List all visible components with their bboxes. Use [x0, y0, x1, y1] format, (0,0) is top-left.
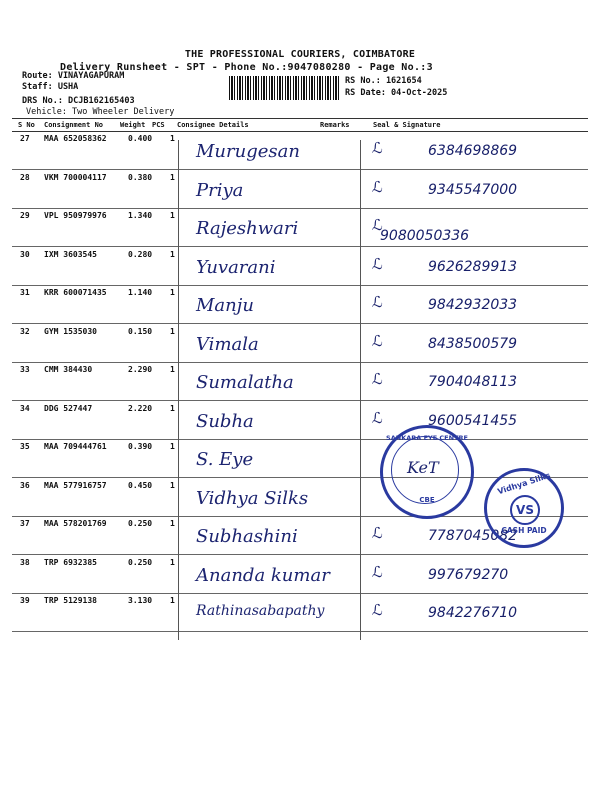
- consignee-handwritten-name: Manju: [196, 295, 254, 316]
- table-row: [0, 170, 600, 208]
- col-header-sno: S No: [18, 121, 35, 129]
- signature-phone-number: 8438500579: [428, 335, 518, 352]
- consignee-handwritten-name: Vimala: [196, 333, 259, 355]
- row-pcs: 1: [170, 249, 175, 259]
- route-label: Route: VINAYAGAPURAM: [22, 71, 125, 81]
- row-consignment-no: KRR 600071435: [44, 288, 107, 297]
- signature-scribble: ℒ: [372, 254, 383, 273]
- table-row: [0, 555, 600, 593]
- row-consignment-no: MAA 652058362: [44, 134, 107, 143]
- row-consignment-no: GYM 1535030: [44, 326, 97, 336]
- row-sno: 27: [20, 134, 30, 143]
- row-sno: 31: [20, 288, 30, 297]
- consignee-handwritten-name: Sumalatha: [196, 372, 294, 393]
- row-weight: 0.380: [128, 172, 153, 182]
- consignee-handwritten-name: Rajeshwari: [196, 218, 299, 239]
- signature-phone-number: 997679270: [428, 566, 509, 583]
- vidhya-silks-stamp: Vidhya Silks VS CASH PAID: [484, 468, 564, 548]
- signature-scribble: ℒ: [372, 139, 383, 157]
- drs-number: DRS No.: DCJB162165403: [22, 96, 135, 106]
- row-pcs: 1: [170, 403, 175, 413]
- document-subtitle: Delivery Runsheet - SPT - Phone No.:9047080280 - Page No.:3: [60, 62, 433, 73]
- consignee-column-divider: [178, 140, 179, 640]
- consignee-handwritten-name: Yuvarani: [196, 256, 276, 278]
- row-weight: 0.250: [128, 519, 153, 528]
- consignee-handwritten-name: Murugesan: [196, 141, 300, 162]
- row-weight: 2.290: [128, 365, 153, 374]
- row-pcs: 1: [170, 326, 175, 336]
- signature-phone-number: 9626289913: [428, 258, 518, 275]
- row-weight: 1.340: [128, 211, 153, 220]
- row-sno: 33: [20, 365, 30, 374]
- table-row: [0, 247, 600, 285]
- signature-scribble: ℒ: [372, 177, 383, 196]
- row-pcs: 1: [170, 211, 175, 220]
- col-header-consignment: Consignment No: [44, 121, 104, 129]
- row-pcs: 1: [170, 519, 175, 528]
- row-weight: 3.130: [128, 596, 153, 605]
- row-sno: 28: [20, 172, 30, 182]
- row-consignment-no: VKM 700004117: [44, 172, 107, 182]
- signature-phone-number: 7787045082: [428, 528, 518, 544]
- row-sno: 39: [20, 596, 30, 605]
- rs-number: RS No.: 1621654: [345, 76, 422, 86]
- consignee-handwritten-name: Priya: [196, 179, 244, 201]
- consignee-handwritten-name: Subhashini: [196, 526, 298, 547]
- row-sno: 29: [20, 211, 30, 220]
- row-weight: 0.390: [128, 442, 153, 451]
- row-weight: 0.400: [128, 134, 153, 143]
- seal-column-divider: [360, 140, 361, 640]
- sankara-eye-centre-stamp: SANKARA EYE CENTRE CBE KeT: [380, 425, 474, 519]
- row-pcs: 1: [170, 288, 175, 297]
- row-sno: 30: [20, 249, 30, 259]
- row-pcs: 1: [170, 480, 175, 490]
- vehicle-label: Vehicle: Two Wheeler Delivery: [26, 107, 175, 117]
- row-sno: 36: [20, 480, 30, 490]
- row-sno: 34: [20, 403, 30, 413]
- row-pcs: 1: [170, 365, 175, 374]
- row-pcs: 1: [170, 596, 175, 605]
- rs-date: RS Date: 04-Oct-2025: [345, 88, 448, 98]
- row-pcs: 1: [170, 442, 175, 451]
- row-consignment-no: MAA 709444761: [44, 442, 107, 451]
- row-sno: 38: [20, 557, 30, 567]
- signature-phone-number: 7904048113: [428, 374, 518, 390]
- row-consignment-no: CMM 384430: [44, 365, 93, 374]
- col-header-weight: Weight: [120, 121, 146, 129]
- table-row: [0, 401, 600, 439]
- row-sno: 37: [20, 519, 30, 528]
- table-row: [0, 131, 600, 169]
- consignee-handwritten-name: Subha: [196, 410, 254, 432]
- row-pcs: 1: [170, 134, 175, 143]
- signature-scribble: ℒ: [372, 293, 383, 311]
- col-header-remarks: Remarks: [320, 121, 350, 129]
- row-pcs: 1: [170, 172, 175, 182]
- signature-phone-number: 9345547000: [428, 181, 518, 198]
- signature-scribble: ℒ: [372, 370, 383, 388]
- consignee-handwritten-name: S. Eye: [196, 449, 254, 470]
- table-row: [0, 285, 600, 323]
- signature-scribble: ℒ: [372, 562, 383, 581]
- document-title: THE PROFESSIONAL COURIERS, COIMBATORE: [184, 49, 416, 60]
- row-consignment-no: TRP 5129138: [44, 596, 97, 605]
- row-weight: 0.150: [128, 326, 153, 336]
- row-weight: 0.450: [128, 480, 153, 490]
- row-consignment-no: VPL 950979976: [44, 211, 107, 220]
- signature-phone-number: 9080050336: [380, 228, 470, 244]
- table-row: [0, 324, 600, 362]
- row-consignment-no: MAA 578201769: [44, 519, 107, 528]
- row-consignment-no: DDG 527447: [44, 403, 93, 413]
- signature-scribble: ℒ: [372, 331, 383, 350]
- consignee-handwritten-name: Rathinasabapathy: [196, 603, 325, 619]
- row-weight: 1.140: [128, 288, 153, 297]
- signature-scribble: ℒ: [372, 524, 383, 542]
- barcode: [229, 76, 341, 100]
- signature-phone-number: 6384698869: [428, 143, 518, 159]
- signature-phone-number: 9600541455: [428, 412, 518, 429]
- row-weight: 0.280: [128, 249, 153, 259]
- consignee-handwritten-name: Vidhya Silks: [196, 487, 309, 509]
- staff-label: Staff: USHA: [22, 82, 79, 92]
- row-consignment-no: MAA 577916757: [44, 480, 107, 490]
- row-sno: 32: [20, 326, 30, 336]
- row-sno: 35: [20, 442, 30, 451]
- row-pcs: 1: [170, 557, 175, 567]
- signature-scribble: ℒ: [372, 601, 383, 619]
- row-weight: 2.220: [128, 403, 153, 413]
- col-header-seal: Seal & Signature: [373, 121, 441, 129]
- signature-scribble: ℒ: [372, 216, 383, 234]
- table-row: [0, 208, 600, 246]
- col-header-pcs: PCS: [152, 121, 165, 129]
- col-header-consignee: Consignee Details: [177, 121, 249, 129]
- consignee-handwritten-name: Ananda kumar: [196, 564, 330, 586]
- signature-phone-number: 9842276710: [428, 605, 518, 621]
- table-row: [0, 362, 600, 400]
- row-consignment-no: IXM 3603545: [44, 249, 97, 259]
- table-row: [0, 593, 600, 631]
- signature-phone-number: 9842932033: [428, 297, 518, 313]
- row-weight: 0.250: [128, 557, 153, 567]
- signature-scribble: ℒ: [372, 408, 383, 427]
- row-consignment-no: TRP 6932385: [44, 557, 97, 567]
